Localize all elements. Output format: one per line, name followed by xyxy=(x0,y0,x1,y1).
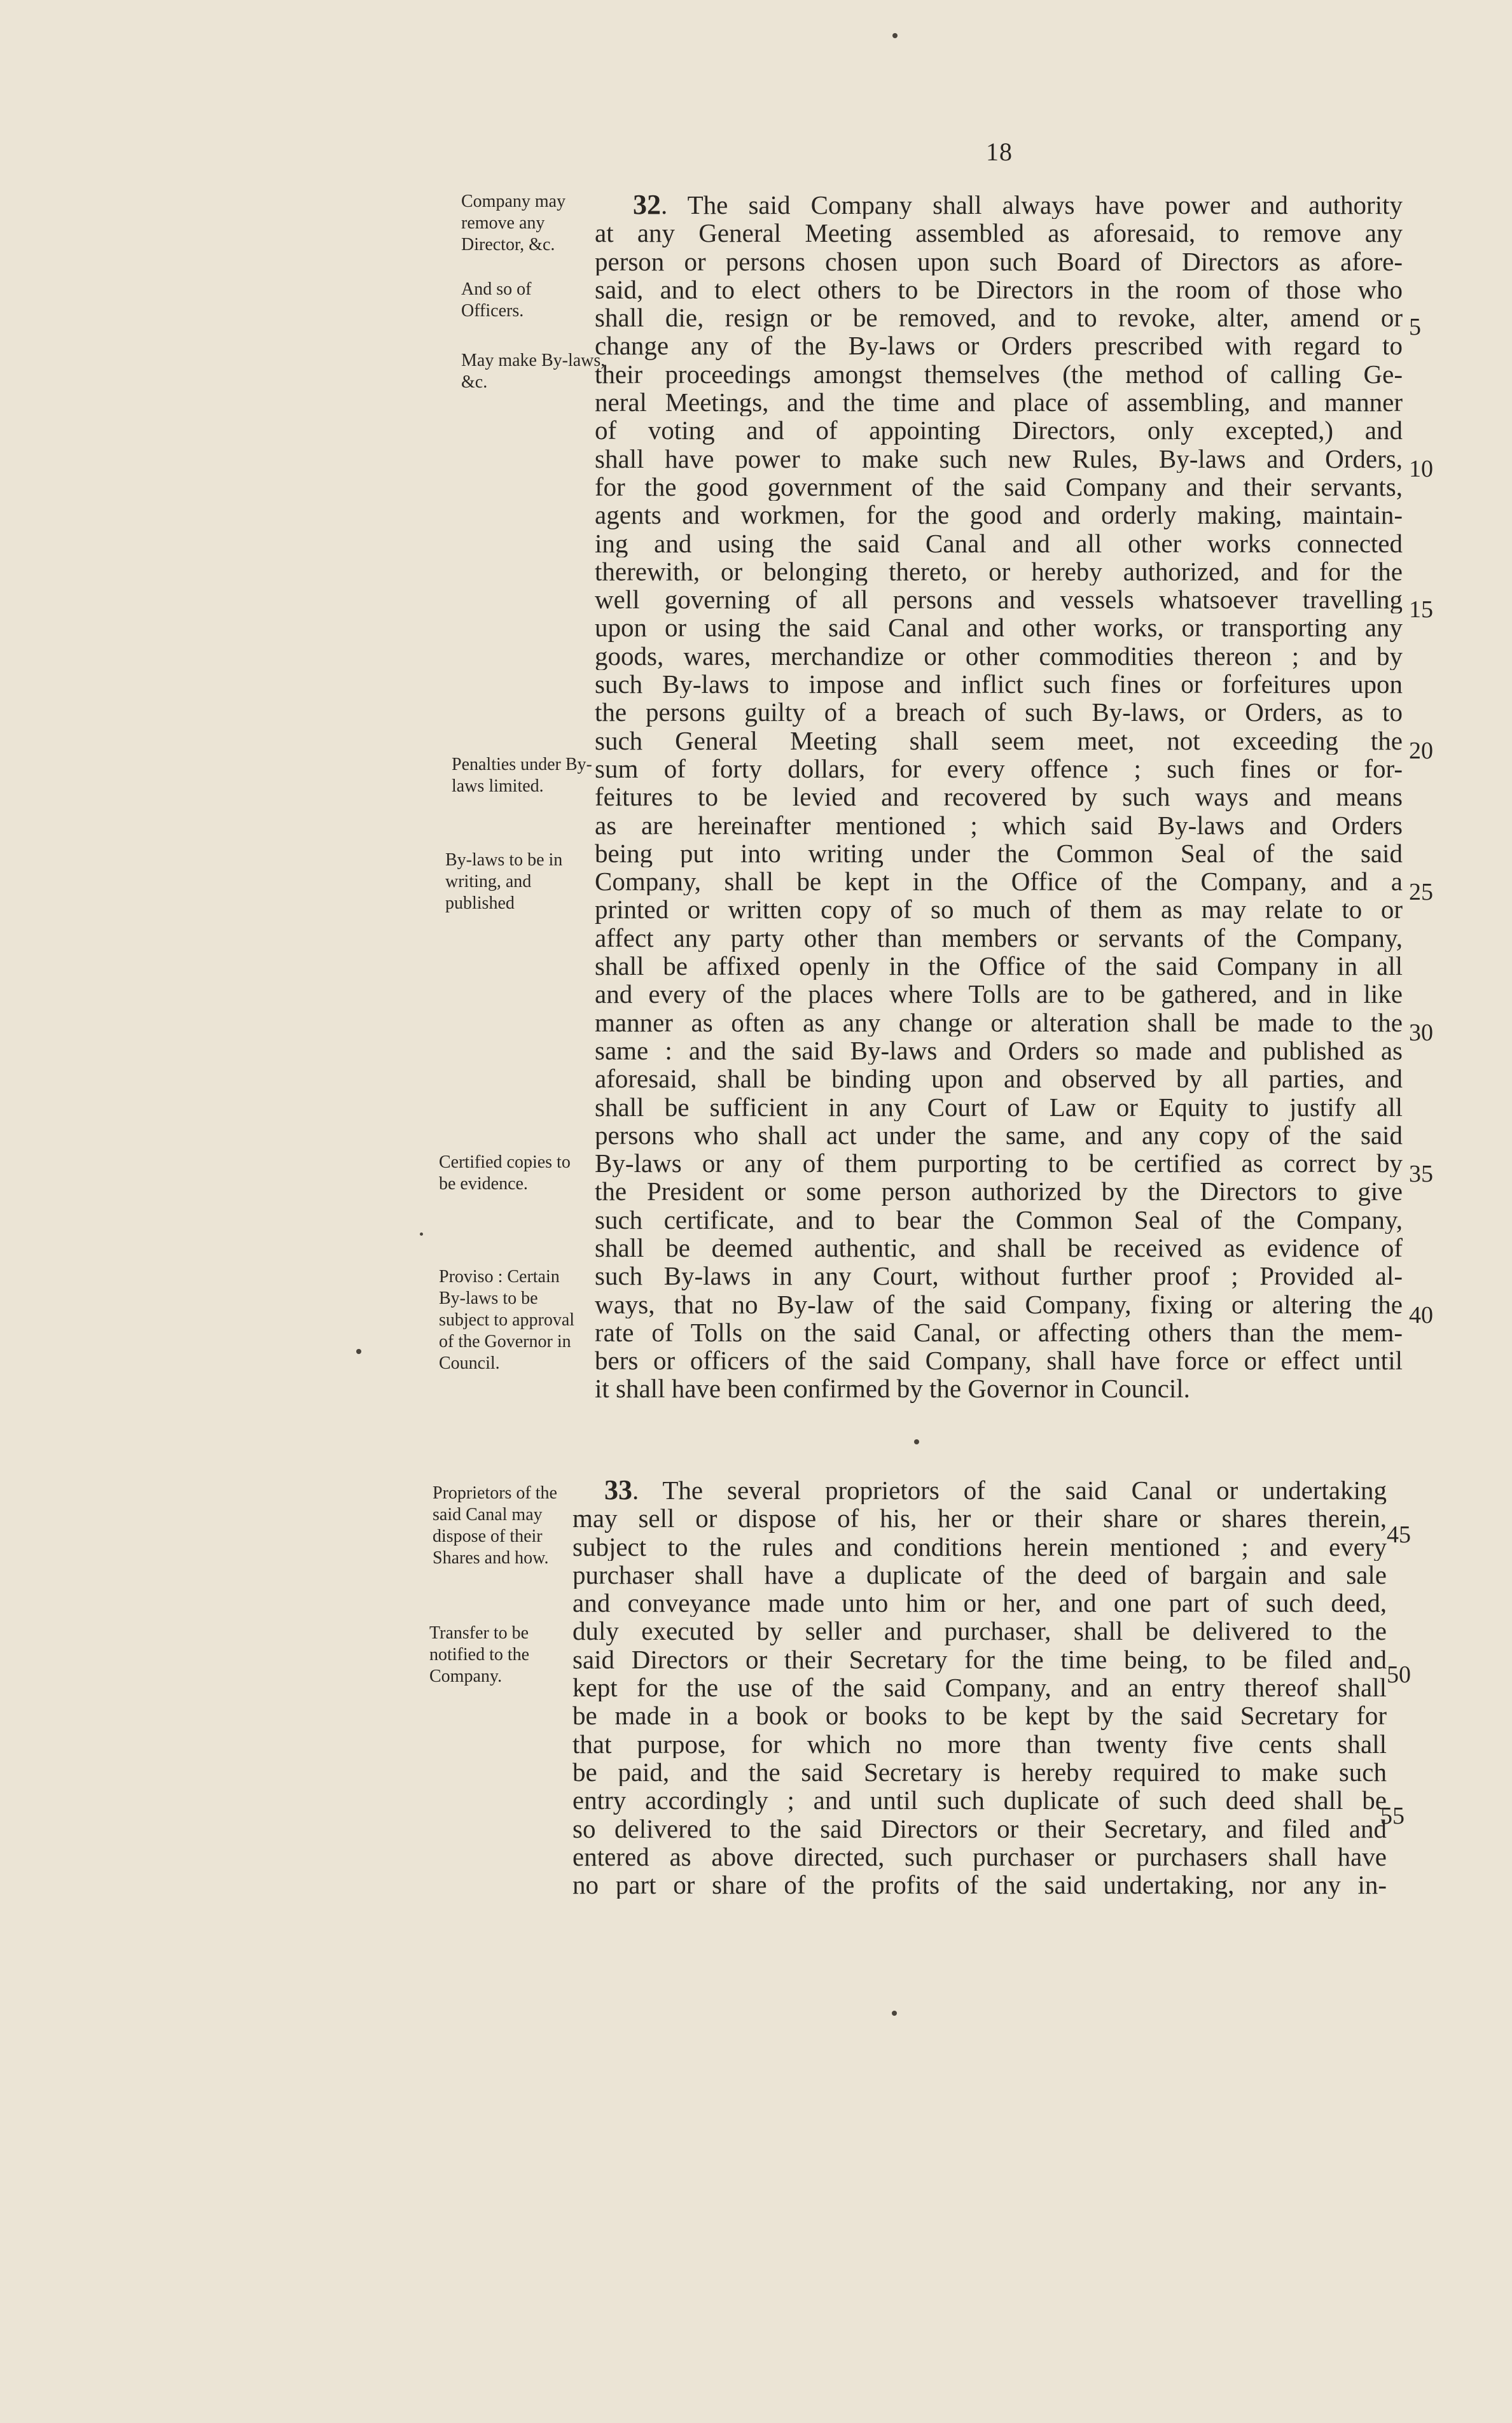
text-line: change any of the By-laws or Orders prescribed with regard to xyxy=(595,332,1403,360)
margin-note: By-laws to be in writing, and published xyxy=(445,850,563,913)
margin-note: Proviso : Certain By-laws to be subject to approval of the Governor in Council. xyxy=(439,1267,575,1373)
text-line: goods, wares, merchandize or other commodities thereon ; and by xyxy=(595,641,1403,671)
text-line: neral Meetings, and the time and place of assembling, and manner xyxy=(595,388,1403,417)
text-line: and every of the places where Tolls are to be gathered, and in like xyxy=(595,980,1403,1009)
text-line: the persons guilty of a breach of such By-laws, or Orders, as to xyxy=(595,698,1403,727)
paper-speck xyxy=(356,1349,361,1354)
margin-note: And so of Officers. xyxy=(461,279,532,321)
text-line: 32. The said Company shall always have power and authority xyxy=(595,191,1403,219)
paper-speck xyxy=(420,1232,423,1236)
text-line: the President or some person authorized by the Directors to give xyxy=(595,1177,1403,1206)
text-line: purchaser shall have a duplicate of the deed of bargain and sale xyxy=(572,1560,1387,1589)
text-line: said, and to elect others to be Directors in the room of those who xyxy=(595,275,1403,304)
text-line: ing and using the said Canal and all other works connected xyxy=(595,529,1403,557)
text-line: no part or share of the profits of the said undertaking, nor any in- xyxy=(572,1871,1387,1899)
text-line: said Directors or their Secretary for the time being, to be filed and xyxy=(572,1645,1387,1674)
text-line: may sell or dispose of his, her or their share or shares therein, xyxy=(572,1504,1387,1533)
line-number: 10 xyxy=(1409,456,1433,482)
text-line: kept for the use of the said Company, and an entry thereof shall xyxy=(572,1673,1387,1702)
line-number: 5 xyxy=(1409,314,1421,340)
text-line: shall be sufficient in any Court of Law or Equity to justify all xyxy=(595,1093,1403,1121)
line-number: 40 xyxy=(1409,1302,1433,1329)
text-line: such certificate, and to bear the Common Seal of the Company, xyxy=(595,1205,1403,1234)
text-line: subject to the rules and conditions herein mentioned ; and every xyxy=(572,1532,1387,1561)
text-line: shall die, resign or be removed, and to revoke, alter, amend or xyxy=(595,304,1403,332)
text-line: affect any party other than members or servants of the Company, xyxy=(595,923,1403,953)
text-line: entry accordingly ; and until such duplicate of such deed shall be xyxy=(572,1786,1387,1815)
text-line: that purpose, for which no more than twenty five cents shall xyxy=(572,1729,1387,1758)
text-line: rate of Tolls on the said Canal, or affecting others than the mem- xyxy=(595,1318,1403,1347)
paper-speck xyxy=(914,1439,919,1444)
line-number: 25 xyxy=(1409,879,1433,905)
text-line: person or persons chosen upon such Board of Directors as afore- xyxy=(595,247,1403,276)
text-line: such By-laws in any Court, without further proof ; Provided al- xyxy=(595,1262,1403,1290)
line-number: 20 xyxy=(1409,737,1433,764)
margin-note: Transfer to be notified to the Company. xyxy=(429,1623,530,1686)
section-number: 32 xyxy=(633,191,661,220)
text-line: persons who shall act under the same, and any copy of the said xyxy=(595,1121,1403,1150)
text-line: of voting and of appointing Directors, only excepted,) and xyxy=(595,416,1403,445)
text-line: shall be deemed authentic, and shall be received as evidence of xyxy=(595,1233,1403,1262)
text-line: 33. The several proprietors of the said Canal or undertaking xyxy=(572,1476,1387,1504)
text-line: so delivered to the said Directors or their Secretary, and filed and xyxy=(572,1814,1387,1843)
text-line: bers or officers of the said Company, shall have force or effect until xyxy=(595,1346,1403,1375)
text-line: agents and workmen, for the good and orderly making, maintain- xyxy=(595,501,1403,529)
text-line: shall be affixed openly in the Office of the said Company in all xyxy=(595,952,1403,981)
line-number: 45 xyxy=(1387,1521,1411,1548)
line-number: 55 xyxy=(1380,1803,1404,1829)
text-line: such General Meeting shall seem meet, not exceeding the xyxy=(595,726,1403,755)
text-line: be paid, and the said Secretary is hereby required to make such xyxy=(572,1757,1387,1787)
text-line: as are hereinafter mentioned ; which said By-laws and Orders xyxy=(595,811,1403,839)
text-line: manner as often as any change or alteration shall be made to the xyxy=(595,1008,1403,1037)
text-line: at any General Meeting assembled as aforesaid, to remove any xyxy=(595,219,1403,248)
text-line: it shall have been confirmed by the Governor in Council. xyxy=(595,1374,1190,1403)
margin-note: Penalties under By-laws limited. xyxy=(452,755,592,796)
text-line: duly executed by seller and purchaser, shall be delivered to the xyxy=(572,1617,1387,1645)
section-32-body xyxy=(595,191,1403,1403)
margin-note: Proprietors of the said Canal may dispose of their Shares and how. xyxy=(433,1483,557,1568)
text-line: being put into writing under the Common Seal of the said xyxy=(595,839,1403,868)
paper-speck xyxy=(892,33,898,38)
line-number: 50 xyxy=(1387,1661,1411,1688)
paper-speck xyxy=(892,2011,897,2016)
text-line: entered as above directed, such purchaser or purchasers shall have xyxy=(572,1842,1387,1871)
text-line: upon or using the said Canal and other works, or transporting any xyxy=(595,613,1403,642)
text-line: well governing of all persons and vessels whatsoever travelling xyxy=(595,585,1403,614)
text-line: Company, shall be kept in the Office of the Company, and a xyxy=(595,867,1403,896)
text-line: for the good government of the said Company and their servants, xyxy=(595,472,1403,501)
section-33-body xyxy=(572,1476,1387,1899)
text-line: feitures to be levied and recovered by such ways and means xyxy=(595,783,1403,811)
line-number: 35 xyxy=(1409,1161,1433,1187)
text-line: same : and the said By-laws and Orders so made and published as xyxy=(595,1036,1403,1065)
text-line: and conveyance made unto him or her, and one part of such deed, xyxy=(572,1589,1387,1617)
line-number: 15 xyxy=(1409,596,1433,623)
page-number: 18 xyxy=(986,137,1013,166)
margin-note: May make By-laws, &c. xyxy=(461,351,606,392)
text-line: ways, that no By-law of the said Company, fixing or altering the xyxy=(595,1290,1403,1318)
margin-note: Certified copies to be evidence. xyxy=(439,1152,571,1194)
text-line: shall have power to make such new Rules, By-laws and Orders, xyxy=(595,444,1403,473)
text-line: be made in a book or books to be kept by the said Secretary for xyxy=(572,1701,1387,1730)
text-line: By-laws or any of them purporting to be certified as correct by xyxy=(595,1149,1403,1178)
line-number: 30 xyxy=(1409,1019,1433,1046)
text-line: such By-laws to impose and inflict such fines or forfeitures upon xyxy=(595,670,1403,699)
text-line: aforesaid, shall be binding upon and observed by all parties, and xyxy=(595,1065,1403,1093)
section-number: 33 xyxy=(604,1476,632,1505)
text-line: therewith, or belonging thereto, or hereby authorized, and for the xyxy=(595,557,1403,586)
text-line: printed or written copy of so much of them as may relate to or xyxy=(595,895,1403,924)
margin-note: Company may remove any Director, &c. xyxy=(461,192,566,255)
text-line: their proceedings amongst themselves (the method of calling Ge- xyxy=(595,360,1403,389)
text-line: sum of forty dollars, for every offence ; such fines or for- xyxy=(595,754,1403,783)
